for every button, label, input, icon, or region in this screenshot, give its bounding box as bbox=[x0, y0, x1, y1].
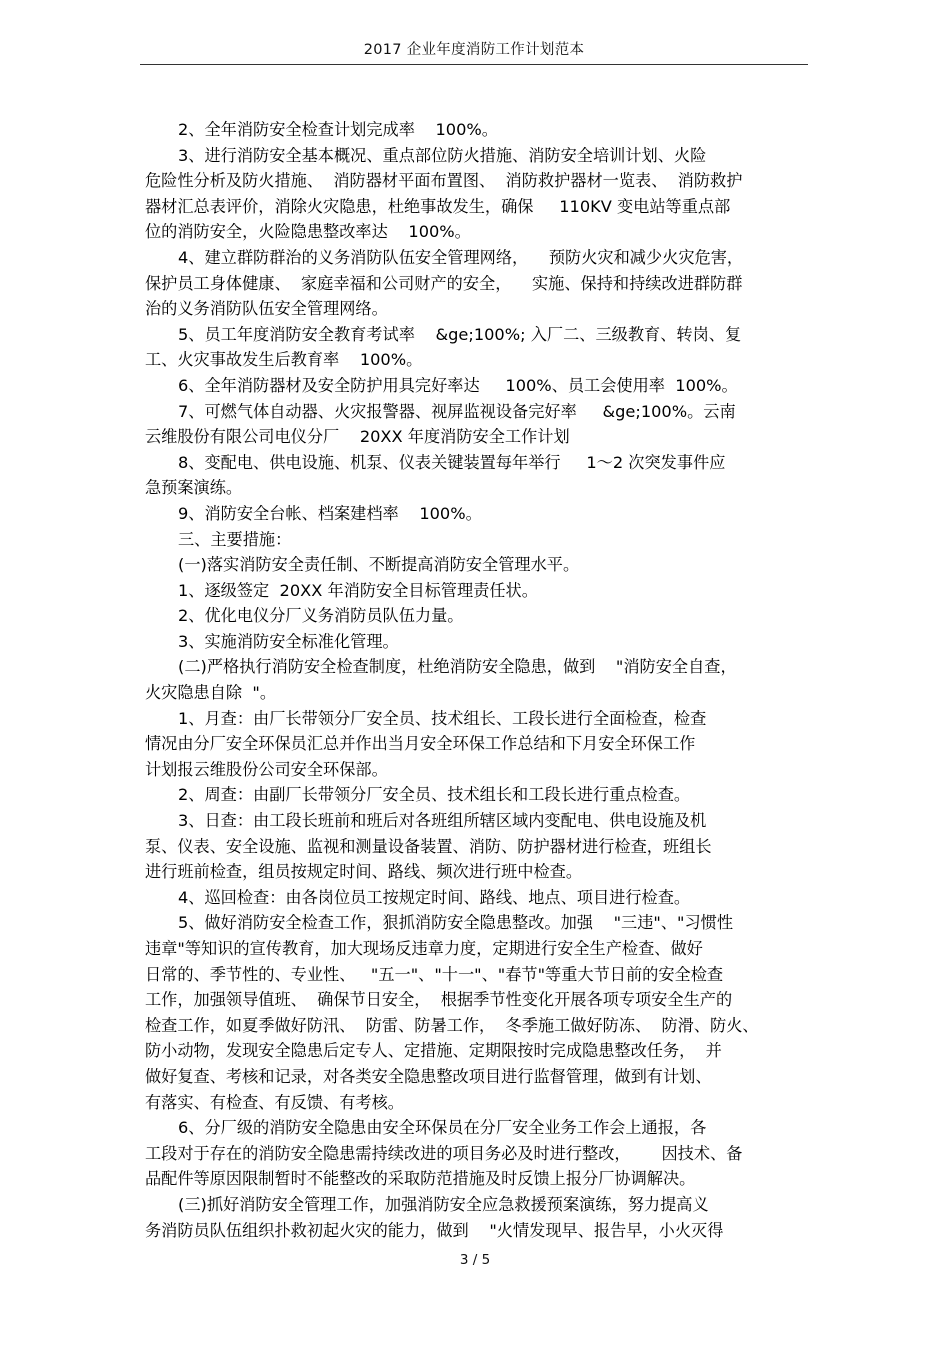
text-line: 工、火灾事故发生后教育率 100%。 bbox=[145, 350, 423, 370]
text-line: 火灾隐患自除 "。 bbox=[145, 683, 277, 703]
text-line: 工段对于存在的消防安全隐患需持续改进的项目务必及时进行整改， 因技术、备 bbox=[145, 1143, 743, 1163]
text-line: 4、巡回检查：由各岗位员工按规定时间、路线、地点、项目进行检查。 bbox=[178, 887, 691, 907]
text-line: 三、主要措施： bbox=[178, 529, 292, 549]
document-body bbox=[145, 117, 825, 1243]
text-line: 6、全年消防器材及安全防护用具完好率达 100%、员工会使用率 100%。 bbox=[178, 375, 738, 395]
text-line: 品配件等原因限制暂时不能整改的采取防范措施及时反馈上报分厂协调解决。 bbox=[145, 1169, 696, 1189]
text-line: 情况由分厂安全环保员汇总并作出当月安全环保工作总结和下月安全环保工作 bbox=[145, 734, 696, 754]
text-line: (二)严格执行消防安全检查制度，杜绝消防安全隐患，做到 "消防安全自查， bbox=[178, 657, 737, 677]
text-line: 2、全年消防安全检查计划完成率 100%。 bbox=[178, 120, 498, 139]
text-line: 器材汇总表评价，消除火灾隐患，杜绝事故发生，确保 110KV 变电站等重点部 bbox=[145, 196, 731, 216]
text-line: 3、进行消防安全基本概况、重点部位防火措施、消防安全培训计划、火险 bbox=[178, 145, 707, 165]
text-line: 保护员工身体健康、 家庭幸福和公司财产的安全， 实施、保持和持续改进群防群 bbox=[145, 273, 743, 293]
text-line: 治的义务消防队伍安全管理网络。 bbox=[145, 299, 388, 319]
text-line: 7、可燃气体自动器、火灾报警器、视屏监视设备完好率 &ge;100%。云南 bbox=[178, 401, 736, 421]
text-line: 1、月查：由厂长带领分厂安全员、技术组长、工段长进行全面检查，检查 bbox=[178, 708, 707, 728]
text-line: 防小动物，发现安全隐患后定专人、定措施、定期限按时完成隐患整改任务， 并 bbox=[145, 1041, 722, 1061]
text-line: 做好复查、考核和记录，对各类安全隐患整改项目进行监督管理，做到有计划、 bbox=[145, 1066, 712, 1086]
text-line: 进行班前检查，组员按规定时间、路线、频次进行班中检查。 bbox=[145, 862, 583, 882]
text-line: 违章"等知识的宣传教育，加大现场反违章力度，定期进行安全生产检查、做好 bbox=[145, 939, 703, 958]
text-line: 1、逐级签定 20XX 年消防安全目标管理责任状。 bbox=[178, 580, 538, 600]
text-line: 检查工作，如夏季做好防汛、 防雷、防暑工作， 冬季施工做好防冻、 防滑、防火、 bbox=[145, 1015, 759, 1035]
text-line: 日常的、季节性的、专业性、 "五一"、"十一"、"春节"等重大节日前的安全检查 bbox=[145, 964, 724, 984]
text-line: 4、建立群防群治的义务消防队伍安全管理网络， 预防火灾和减少火灾危害， bbox=[178, 247, 744, 267]
text-line: 位的消防安全，火险隐患整改率达 100%。 bbox=[145, 222, 471, 242]
page-number: 3 / 5 bbox=[459, 1252, 491, 1268]
text-line: 务消防员队伍组织扑救初起火灾的能力，做到 "火情发现早、报告早，小火灭得 bbox=[145, 1220, 724, 1240]
text-line: 工作，加强领导值班、 确保节日安全， 根据季节性变化开展各项专项安全生产的 bbox=[145, 990, 733, 1010]
text-line: 6、分厂级的消防安全隐患由安全环保员在分厂安全业务工作会上通报，各 bbox=[178, 1118, 707, 1138]
text-line: (三)抓好消防安全管理工作，加强消防安全应急救援预案演练，努力提高义 bbox=[178, 1194, 709, 1214]
text-line: 危险性分析及防火措施、 消防器材平面布置图、 消防救护器材一览表、 消防救护 bbox=[145, 171, 743, 191]
header-divider bbox=[140, 64, 808, 65]
text-line: 3、日查：由工段长班前和班后对各班组所辖区域内变配电、供电设施及机 bbox=[178, 811, 707, 831]
text-line: 泵、仪表、安全设施、监视和测量设备装置、消防、防护器材进行检查，班组长 bbox=[145, 836, 712, 856]
text-line: (一)落实消防安全责任制、不断提高消防安全管理水平。 bbox=[178, 555, 580, 575]
text-line: 有落实、有检查、有反馈、有考核。 bbox=[145, 1092, 404, 1112]
text-line: 2、优化电仪分厂义务消防员队伍力量。 bbox=[178, 606, 464, 626]
text-line: 云维股份有限公司电仪分厂 20XX 年度消防安全工作计划 bbox=[145, 427, 570, 447]
page-header-title: 2017 企业年度消防工作计划范本 bbox=[363, 42, 585, 58]
text-line: 8、变配电、供电设施、机泵、仪表关键装置每年举行 1～2 次突发事件应 bbox=[178, 452, 726, 472]
text-line: 计划报云维股份公司安全环保部。 bbox=[145, 759, 388, 779]
text-line: 5、做好消防安全检查工作，狠抓消防安全隐患整改。加强 "三违"、"习惯性 bbox=[178, 913, 734, 933]
text-line: 2、周查：由副厂长带领分厂安全员、技术组长和工段长进行重点检查。 bbox=[178, 785, 691, 805]
text-line: 急预案演练。 bbox=[145, 478, 243, 498]
text-line: 3、实施消防安全标准化管理。 bbox=[178, 631, 399, 651]
text-line: 9、消防安全台帐、档案建档率 100%。 bbox=[178, 503, 482, 523]
text-line: 5、员工年度消防安全教育考试率 &ge;100%; 入厂二、三级教育、转岗、复 bbox=[178, 324, 742, 344]
